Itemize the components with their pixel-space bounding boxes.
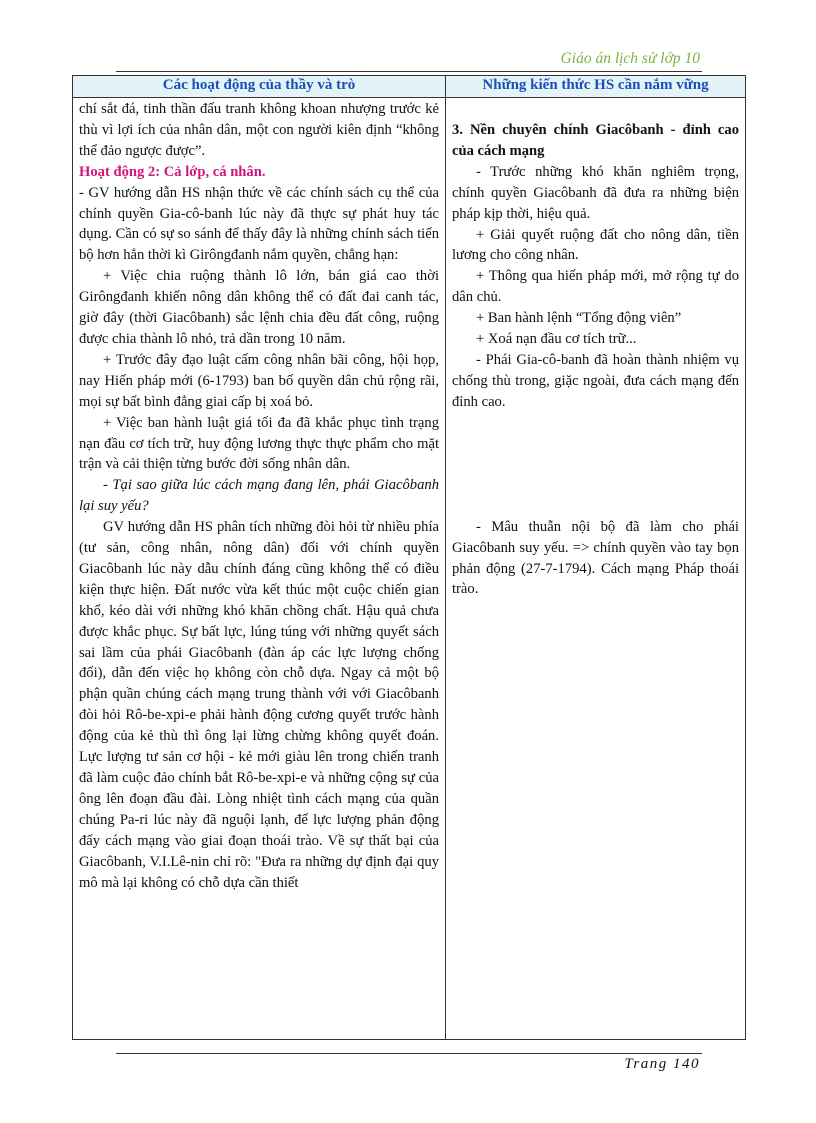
knowledge-point: + Ban hành lệnh “Tổng động viên” — [476, 310, 682, 327]
paragraph: + Việc ban hành luật giá tối đa đã khắc phục tình trạng nạn đầu cơ tích trữ, huy động lương thực thực phẩm cho mặt trận và cải thiện từng bước đời sống nhân dân. — [79, 414, 439, 473]
activity-heading: Hoạt động 2: Cả lớp, cá nhân. — [79, 163, 266, 180]
knowledge-point: - Mâu thuẫn nội bộ đã làm cho phái Giacôbanh suy yếu. => chính quyền vào tay bọn phản động (27-7-1794). Cách mạng Pháp thoái trào. — [452, 518, 739, 598]
knowledge-point: + Giải quyết ruộng đất cho nông dân, tiền lương cho công nhân. — [452, 226, 739, 264]
header-rule — [116, 71, 702, 72]
column-header-activities: Các hoạt động của thầy và trò — [73, 76, 446, 98]
paragraph: + Việc chia ruộng thành lô lớn, bán giá cao thời Girôngđanh khiến nông dân không thể có đất đai canh tác, giờ đây (thời Giacôbanh) sắc lệnh chia đều đất công, ruộng được chia thành lô nhỏ, trả dần trong 10 năm. — [79, 268, 439, 347]
column-header-knowledge: Những kiến thức HS cần nắm vững — [446, 76, 746, 98]
activities-cell — [73, 98, 446, 1040]
knowledge-point: - Trước những khó khăn nghiêm trọng, chính quyền Giacôbanh đã đưa ra những biện pháp kịp thời, hiệu quả. — [452, 163, 739, 222]
paragraph: - GV hướng dẫn HS nhận thức về các chính sách cụ thể của chính quyền Gia-cô-banh lúc này đã thực sự phát huy tác dụng. Cần có sự so sánh để thấy đây là những chính sách tiến bộ hơn hẳn thời kì Girôngđanh nắm quyền, chẳng hạn: — [79, 184, 439, 264]
paragraph: GV hướng dẫn HS phân tích những đòi hỏi từ nhiều phía (tư sản, công nhân, nông dân) đối với chính quyền Giacôbanh lúc này dẫu chính đáng cũng không thể có điều kiện thực hiện. Đất nước vừa kết thúc một cuộc chiến gian khổ, kéo dài với những khó khăn chồng chất. Hậu quả chưa được khắc phục. Sự bất lực, lúng túng với những quyết sách sai lầm của phái Giacôbanh (đàn áp các lực lượng chống đối), dẫn đến việc họ không còn chỗ dựa. Ngay cả một bộ phận quần chúng cách mạng trung thành với với Giacôbanh đòi hỏi Rô-be-xpi-e phải hành động cương quyết trước hành động của kẻ thù thì ông lại lừng chừng không quyết đoán. Lực lượng tư sản cơ hội - kẻ mới giàu lên trong chiến tranh đã làm cuộc đảo chính bắt Rô-be-xpi-e và những cộng sự của ông lên đoạn đầu đài. Lòng nhiệt tình cách mạng của quần chúng Pa-ri lúc này đã nguội lạnh, để lực lượng phản động đẩy cách mạng vào giai đoạn thoái trào. Về sự thất bại của Giacôbanh, V.I.Lê-nin chỉ rõ: "Đưa ra những dự định đại quy mô mà lại không có chỗ dựa cần thiết — [79, 519, 439, 891]
knowledge-point: + Thông qua hiến pháp mới, mở rộng tự do dân chủ. — [452, 268, 739, 306]
spacer — [452, 413, 739, 517]
footer-rule — [116, 1053, 702, 1054]
knowledge-cell — [446, 98, 746, 1040]
page-number: Trang 140 — [624, 1056, 700, 1072]
discussion-question: - Tại sao giữa lúc cách mạng đang lên, phái Giacôbanh lại suy yếu? — [79, 477, 439, 515]
document-header-title: Giáo án lịch sử lớp 10 — [560, 50, 700, 67]
paragraph: + Trước đây đạo luật cấm công nhân bãi công, hội họp, nay Hiến pháp mới (6-1793) ban bố quyền dân chủ rộng rãi, mọi sự bất bình đẳng giai cấp bị xoá bỏ. — [79, 351, 439, 410]
paragraph: chí sắt đá, tinh thần đấu tranh không khoan nhượng trước kẻ thù vì lợi ích của nhân dân, một con người kiên định “không thể đảo ngược được”. — [79, 101, 439, 159]
section-heading: 3. Nền chuyên chính Giacôbanh - đỉnh cao của cách mạng — [452, 122, 739, 159]
knowledge-point: - Phái Gia-cô-banh đã hoàn thành nhiệm vụ chống thù trong, giặc ngoài, đưa cách mạng đến đỉnh cao. — [452, 351, 739, 410]
knowledge-point: + Xoá nạn đầu cơ tích trữ... — [476, 331, 637, 348]
lesson-table — [72, 75, 746, 1040]
